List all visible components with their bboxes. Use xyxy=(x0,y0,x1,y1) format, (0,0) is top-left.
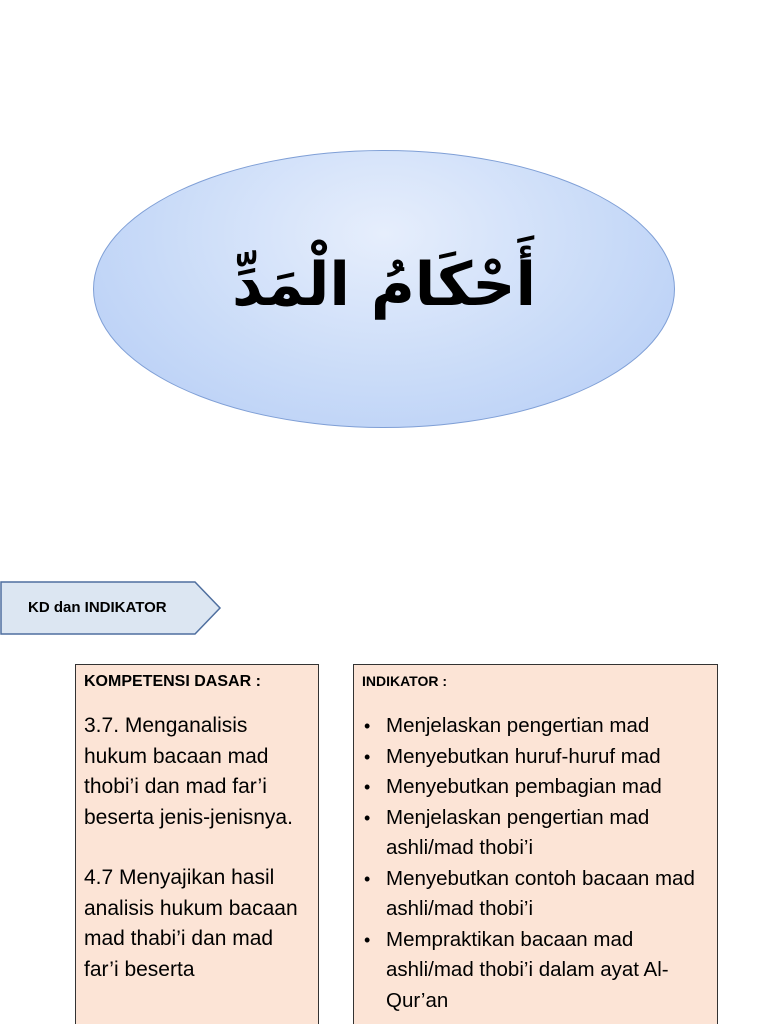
indikator-item-text: Mempraktikan bacaan mad ashli/mad thobi’i dalam ayat Al-Qur’an xyxy=(386,927,669,1012)
title-oval xyxy=(93,150,675,428)
bullet-icon: • xyxy=(364,868,371,889)
kompetensi-dasar-heading: KOMPETENSI DASAR : xyxy=(84,673,261,690)
indikator-item-text: Menyebutkan huruf-huruf mad xyxy=(386,744,661,768)
list-item xyxy=(362,772,711,803)
bullet-icon: • xyxy=(364,777,371,797)
indikator-item-text: Menyebutkan contoh bacaan mad ashli/mad thobi’i xyxy=(386,866,695,920)
indikator-item-text: Menyebutkan pembagian mad xyxy=(386,775,662,798)
list-item xyxy=(362,925,711,1017)
list-item xyxy=(362,711,711,742)
bullet-icon: • xyxy=(364,807,371,828)
kd-item: 3.7. Menganalisis hukum bacaan mad thobi’i dan mad far’i beserta jenis-jenisnya. xyxy=(84,714,293,829)
list-item xyxy=(362,742,711,773)
section-label: KD dan INDIKATOR xyxy=(28,599,167,616)
bullet-icon: • xyxy=(364,929,371,950)
kompetensi-dasar-box xyxy=(75,664,319,1024)
indikator-item-text: Menjelaskan pengertian mad xyxy=(386,714,650,737)
list-item xyxy=(362,803,711,864)
bullet-icon: • xyxy=(364,716,371,736)
section-arrow-label xyxy=(0,581,222,635)
bullet-icon: • xyxy=(364,746,371,767)
kd-item: 4.7 Menyajikan hasil analisis hukum bacaan mad thabi’i dan mad far’i beserta xyxy=(84,866,298,981)
arabic-title: أَحْكَامُ الْمَدِّ xyxy=(231,250,537,320)
indikator-box xyxy=(353,664,718,1024)
list-item xyxy=(362,864,711,925)
indikator-list xyxy=(362,711,711,1016)
indikator-item-text: Menjelaskan pengertian mad ashli/mad thobi’i xyxy=(386,805,650,859)
indikator-heading: INDIKATOR : xyxy=(362,673,448,689)
